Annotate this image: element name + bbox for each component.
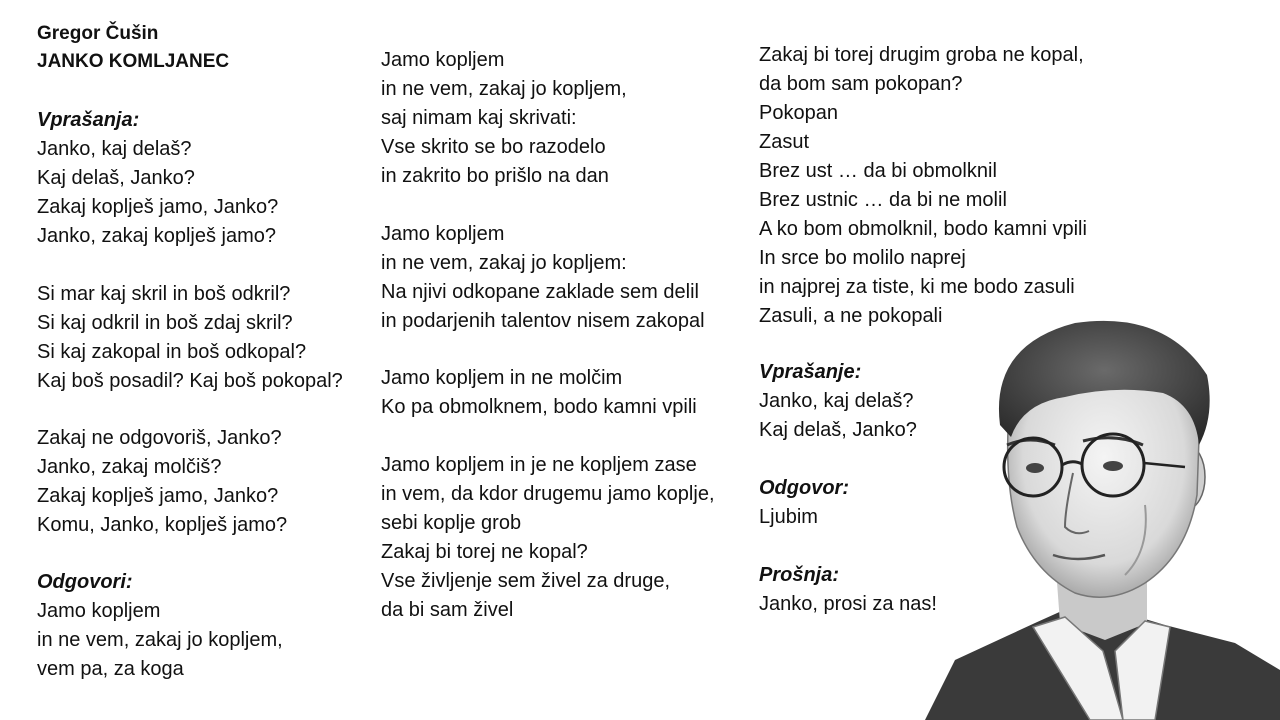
- verse-line: Zasut: [759, 131, 810, 153]
- verse-line: Si mar kaj skril in boš odkril?: [37, 283, 291, 305]
- verse-line: Zakaj bi torej drugim groba ne kopal,: [759, 44, 1084, 66]
- verse-line: Kaj delaš, Janko?: [37, 167, 195, 189]
- verse-line: Brez ust … da bi obmolknil: [759, 160, 997, 182]
- verse-line: In srce bo molilo naprej: [759, 247, 966, 269]
- verse-line: Zakaj bi torej ne kopal?: [381, 541, 588, 563]
- verse-line: Si kaj odkril in boš zdaj skril?: [37, 312, 293, 334]
- section-heading: Odgovori:: [37, 571, 133, 593]
- verse-line: in vem, da kdor drugemu jamo koplje,: [381, 483, 715, 505]
- verse-line: Jamo kopljem: [37, 600, 161, 622]
- verse-line: Pokopan: [759, 102, 838, 124]
- section-heading: Odgovor:: [759, 477, 849, 499]
- verse-line: A ko bom obmolknil, bodo kamni vpili: [759, 218, 1087, 240]
- verse-line: Komu, Janko, koplješ jamo?: [37, 514, 288, 536]
- verse-line: sebi koplje grob: [381, 512, 522, 534]
- verse-line: Janko, zakaj koplješ jamo?: [37, 225, 277, 247]
- verse-line: Zasuli, a ne pokopali: [759, 305, 943, 327]
- verse-line: Zakaj koplješ jamo, Janko?: [37, 196, 279, 218]
- verse-line: saj nimam kaj skrivati:: [381, 107, 577, 129]
- section-heading: Vprašanja:: [37, 109, 140, 131]
- verse-line: Ko pa obmolknem, bodo kamni vpili: [381, 396, 697, 418]
- author-name: Gregor Čušin: [37, 23, 159, 44]
- verse-line: Jamo kopljem: [381, 223, 505, 245]
- verse-line: Kaj delaš, Janko?: [759, 419, 917, 441]
- verse-line: vem pa, za koga: [37, 658, 184, 680]
- verse-line: Na njivi odkopane zaklade sem delil: [381, 281, 699, 303]
- verse-line: Janko, zakaj molčiš?: [37, 456, 222, 478]
- portrait-image: [915, 305, 1280, 720]
- verse-line: da bi sam živel: [381, 599, 514, 621]
- verse-line: in podarjenih talentov nisem zakopal: [381, 310, 705, 332]
- verse-line: in najprej za tiste, ki me bodo zasuli: [759, 276, 1075, 298]
- verse-line: Jamo kopljem: [381, 49, 505, 71]
- verse-line: Janko, kaj delaš?: [37, 138, 192, 160]
- verse-line: in zakrito bo prišlo na dan: [381, 165, 609, 187]
- poem-title: JANKO KOMLJANEC: [37, 51, 230, 72]
- verse-line: Vse življenje sem živel za druge,: [381, 570, 671, 592]
- verse-line: Zakaj ne odgovoriš, Janko?: [37, 427, 282, 449]
- verse-line: Janko, prosi za nas!: [759, 593, 937, 615]
- verse-line: Jamo kopljem in je ne kopljem zase: [381, 454, 697, 476]
- verse-line: Ljubim: [759, 506, 818, 528]
- section-heading: Vprašanje:: [759, 361, 862, 383]
- verse-line: in ne vem, zakaj jo kopljem,: [37, 629, 283, 651]
- verse-line: Kaj boš posadil? Kaj boš pokopal?: [37, 370, 343, 392]
- verse-line: Jamo kopljem in ne molčim: [381, 367, 623, 389]
- section-heading: Prošnja:: [759, 564, 840, 586]
- verse-line: da bom sam pokopan?: [759, 73, 963, 95]
- verse-line: Zakaj koplješ jamo, Janko?: [37, 485, 279, 507]
- verse-line: Janko, kaj delaš?: [759, 390, 914, 412]
- verse-line: Brez ustnic … da bi ne molil: [759, 189, 1007, 211]
- verse-line: in ne vem, zakaj jo kopljem:: [381, 252, 627, 274]
- verse-line: Si kaj zakopal in boš odkopal?: [37, 341, 307, 363]
- verse-line: Vse skrito se bo razodelo: [381, 136, 606, 158]
- verse-line: in ne vem, zakaj jo kopljem,: [381, 78, 627, 100]
